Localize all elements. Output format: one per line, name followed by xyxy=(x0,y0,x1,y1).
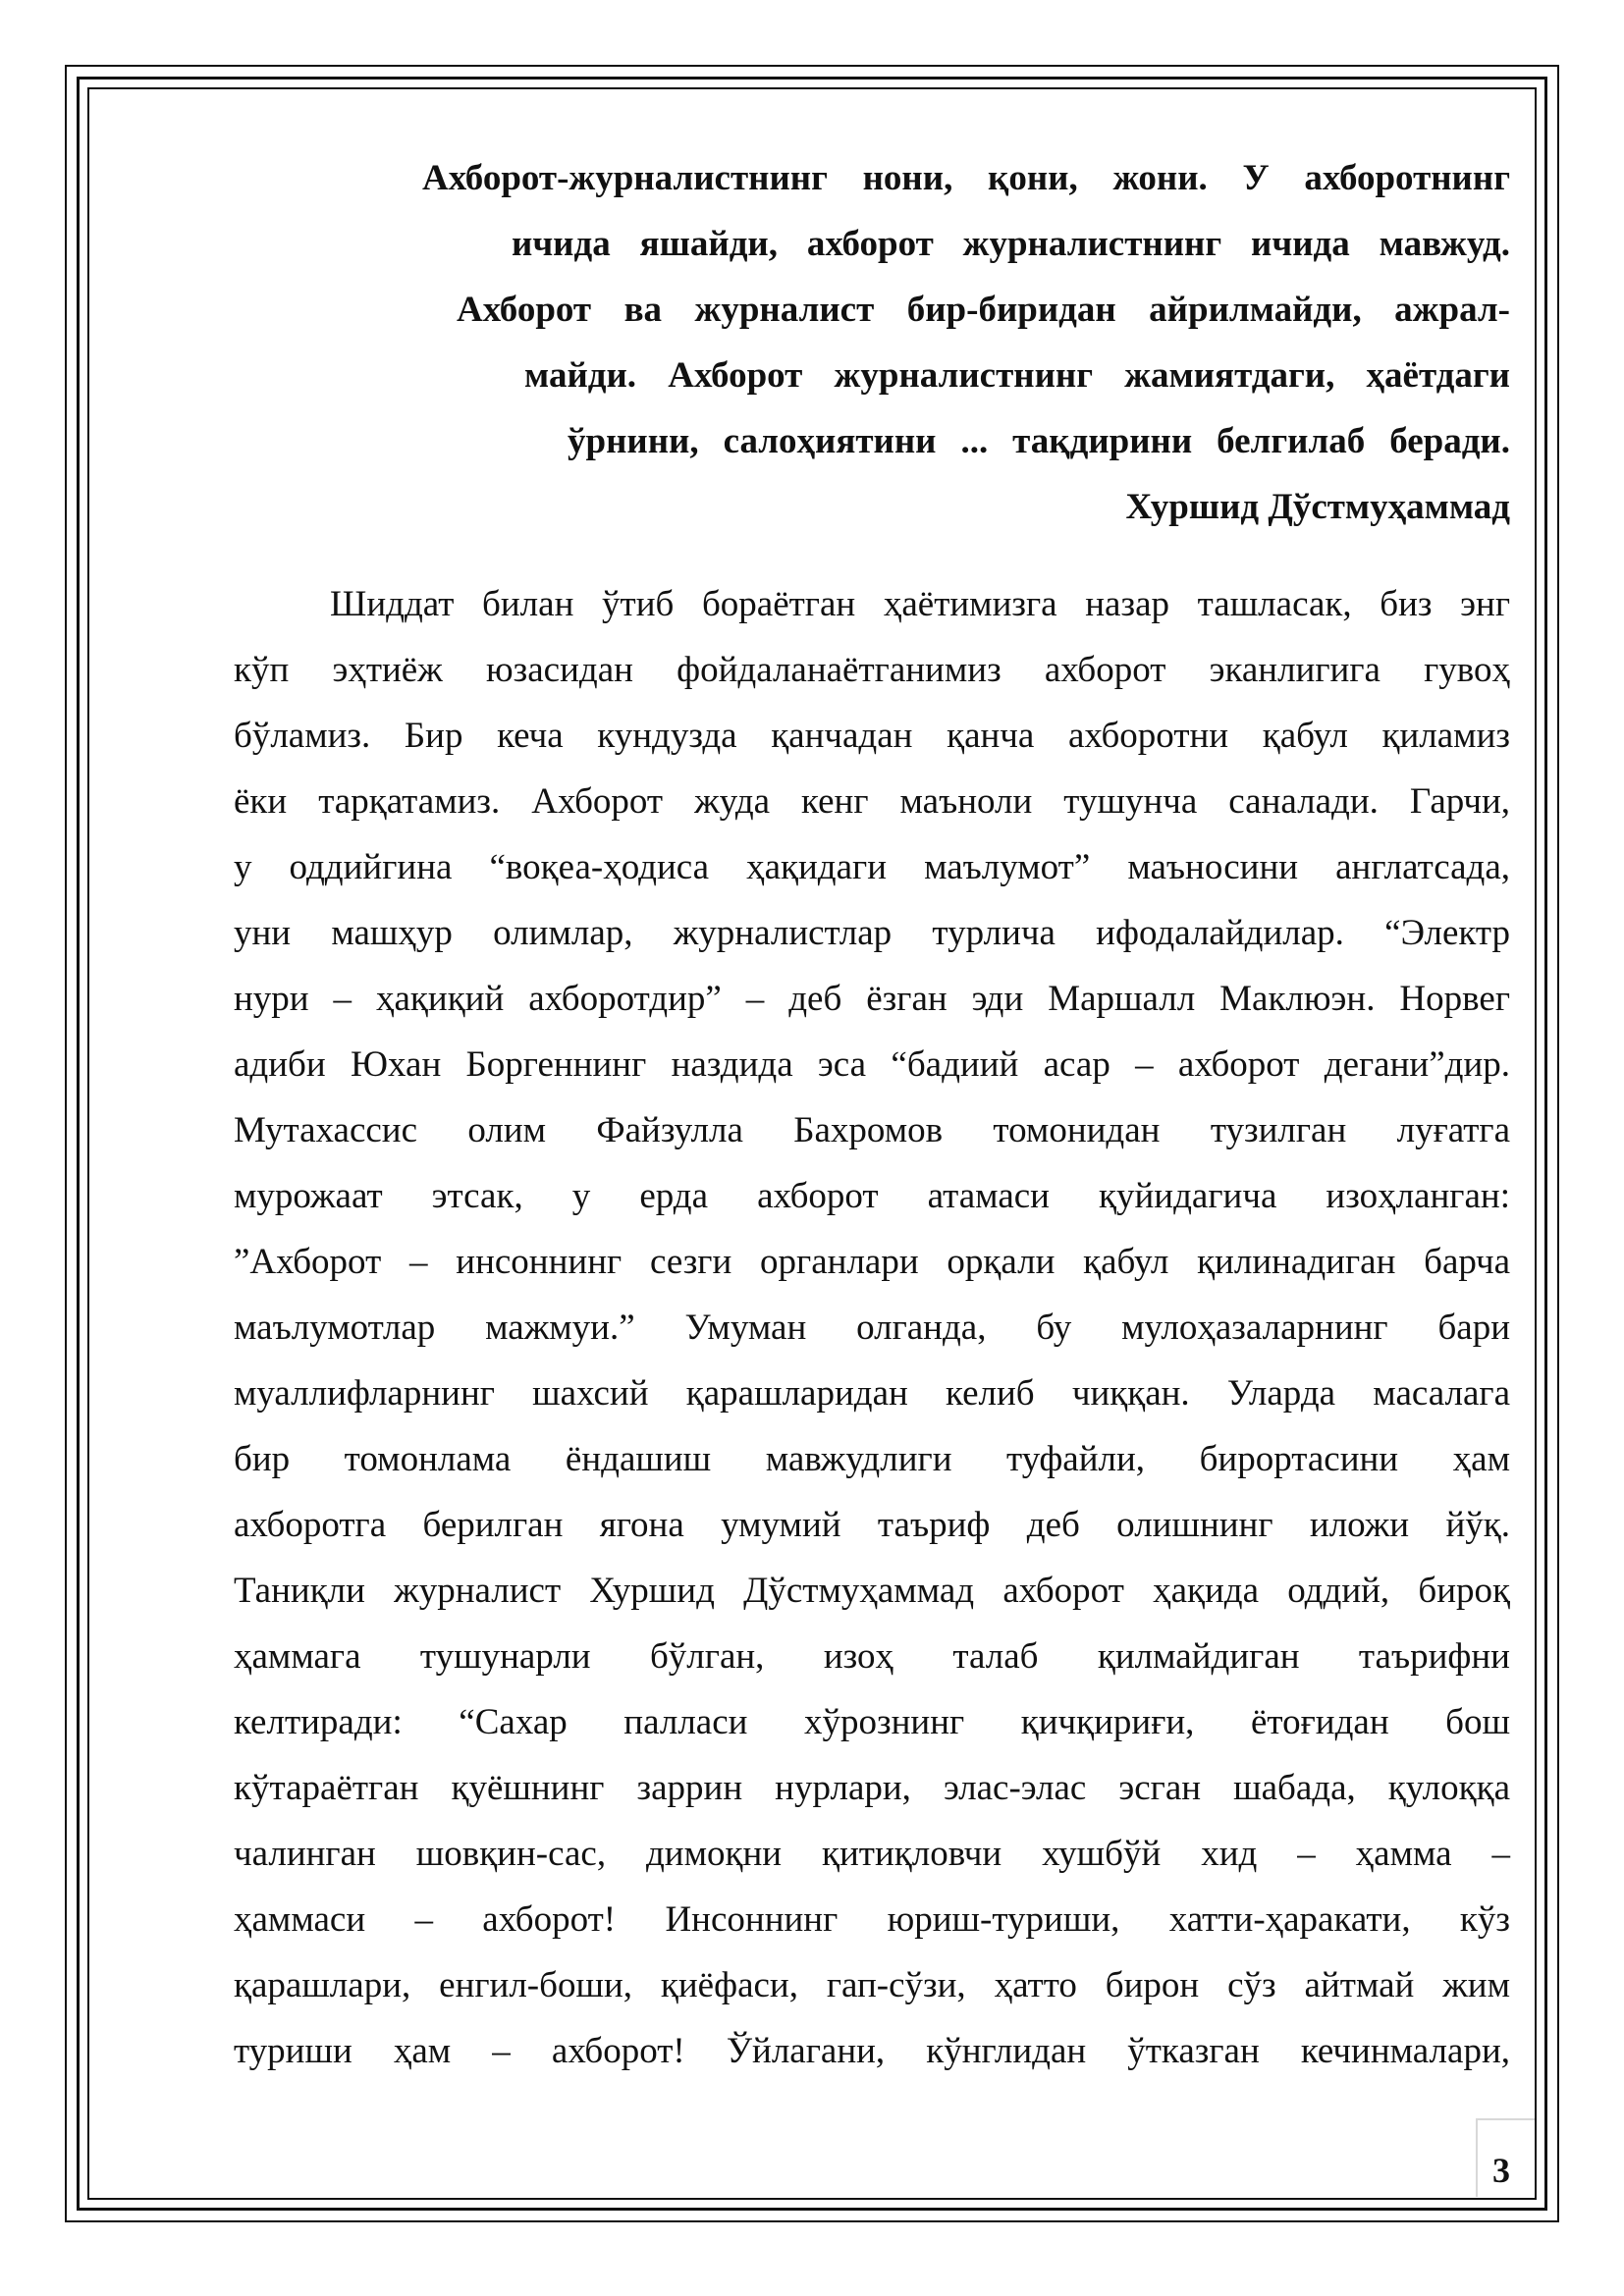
page-number: 3 xyxy=(1492,2151,1510,2190)
paragraph-line: ҳаммаси – ахборот! Инсоннинг юриш-туриши, хатти-ҳаракати, кўз xyxy=(234,1899,1510,1940)
epigraph-line: ичида яшайди, ахборот журналистнинг ичида мавжуд. xyxy=(512,224,1510,264)
paragraph-line: ёки тарқатамиз. Ахборот жуда кенг маъноли тушунча саналади. Гарчи, xyxy=(234,781,1510,822)
paragraph-line: туриши ҳам – ахборот! Ўйлагани, кўнглидан ўтказган кечинмалари, xyxy=(234,2031,1510,2071)
paragraph-line: кўтараётган қуёшнинг заррин нурлари, элас-элас эсган шабада, қулоққа xyxy=(234,1768,1510,1808)
paragraph-line: у оддийгина “воқеа-ҳодиса ҳақидаги маълумот” маъносини англатсада, xyxy=(234,847,1510,887)
paragraph-line: ҳаммага тушунарли бўлган, изоҳ талаб қилмайдиган таърифни xyxy=(234,1636,1510,1677)
paragraph-line: чалинган шовқин-сас, димоқни қитиқловчи хушбўй хид – ҳамма – xyxy=(234,1834,1510,1874)
paragraph-line: Шиддат билан ўтиб бораётган ҳаётимизга назар ташласак, биз энг xyxy=(330,584,1510,624)
epigraph-line: ўрнини, салоҳиятини ... тақдирини белгилаб беради. xyxy=(568,421,1510,461)
paragraph-line: ”Ахборот – инсоннинг сезги органлари орқали қабул қилинадиган барча xyxy=(234,1242,1510,1282)
paragraph-line: Таниқли журналист Хуршид Дўстмуҳаммад ахборот ҳақида оддий, бироқ xyxy=(234,1571,1510,1611)
paragraph-line: бўламиз. Бир кеча кундузда қанчадан қанча ахборотни қабул қиламиз xyxy=(234,716,1510,756)
epigraph-line: Ахборот-журналистнинг нони, қони, жони. У ахборотнинг xyxy=(422,158,1510,198)
paragraph-line: адиби Юхан Боргеннинг наздида эса “бадиий асар – ахборот дегани”дир. xyxy=(234,1044,1510,1085)
epigraph-line: майди. Ахборот журналистнинг жамиятдаги, ҳаётдаги xyxy=(524,355,1510,396)
paragraph-line: келтиради: “Сахар палласи хўрознинг қичқириғи, ётоғидан бош xyxy=(234,1702,1510,1742)
epigraph-author: Хуршид Дўстмуҳаммад xyxy=(1125,487,1510,527)
paragraph-line: қарашлари, енгил-боши, қиёфаси, гап-сўзи, ҳатто бирон сўз айтмай жим xyxy=(234,1965,1510,2005)
paragraph-line: Мутахассис олим Файзулла Бахромов томонидан тузилган луғатга xyxy=(234,1110,1510,1150)
body-text xyxy=(234,571,1510,2084)
paragraph-line: мурожаат этсак, у ерда ахборот атамаси қуйидагича изоҳланган: xyxy=(234,1176,1510,1216)
epigraph xyxy=(422,145,1510,540)
paragraph-line: уни машҳур олимлар, журналистлар турлича ифодалайдилар. “Электр xyxy=(234,913,1510,953)
epigraph-line: Ахборот ва журналист бир-биридан айрилмайди, ажрал- xyxy=(457,290,1510,330)
paragraph-line: ахборотга берилган ягона умумий таъриф деб олишнинг иложи йўқ. xyxy=(234,1505,1510,1545)
paragraph-line: нури – ҳақиқий ахборотдир” – деб ёзган эди Маршалл Маклюэн. Норвег xyxy=(234,979,1510,1019)
paragraph-line: бир томонлама ёндашиш мавжудлиги туфайли, бирортасини ҳам xyxy=(234,1439,1510,1479)
paragraph-line: маълумотлар мажмуи.” Умуман олганда, бу мулоҳазаларнинг бари xyxy=(234,1308,1510,1348)
paragraph-line: муаллифларнинг шахсий қарашларидан келиб чиққан. Уларда масалага xyxy=(234,1373,1510,1414)
paragraph-line: кўп эҳтиёж юзасидан фойдаланаётганимиз ахборот эканлигига гувоҳ xyxy=(234,650,1510,690)
